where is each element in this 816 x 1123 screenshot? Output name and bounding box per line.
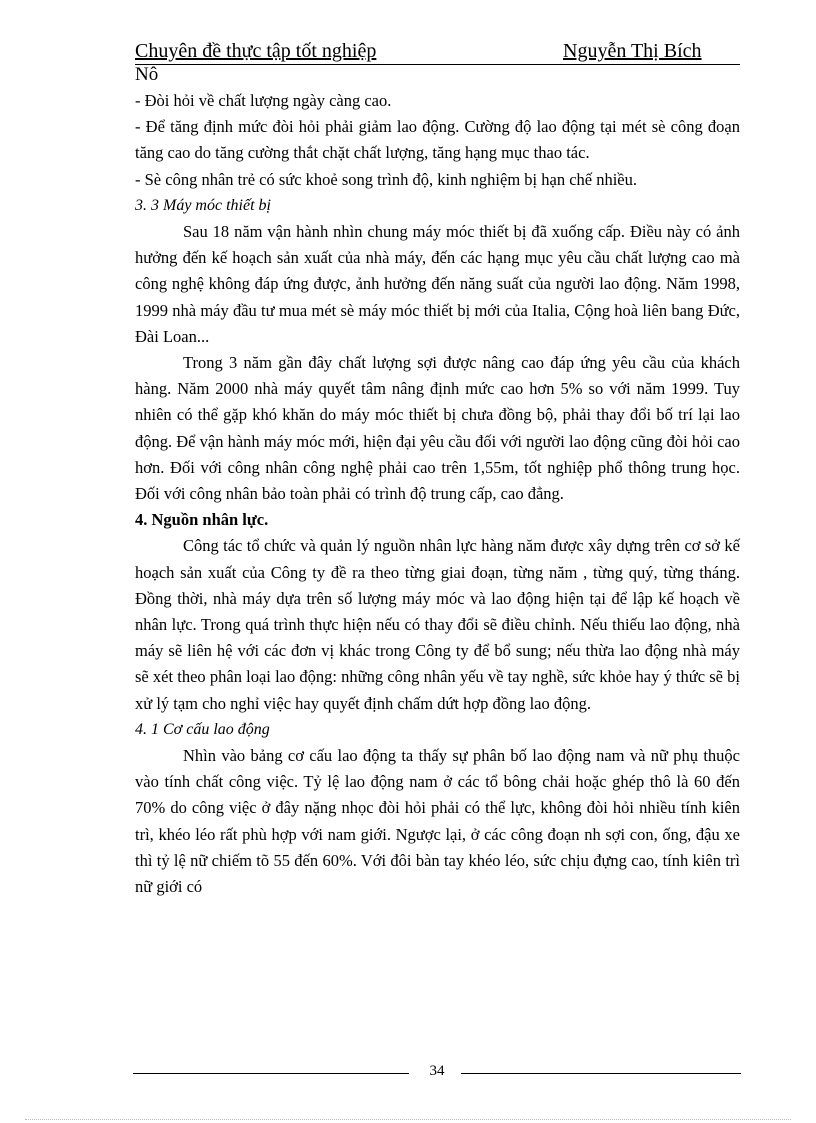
page-bottom-divider bbox=[25, 1119, 791, 1120]
body-content bbox=[135, 88, 740, 900]
page-header bbox=[135, 40, 740, 65]
section-heading: 4. Nguồn nhân lực. bbox=[135, 510, 269, 530]
paragraph: - Đòi hỏi về chất lượng ngày càng cao. bbox=[135, 91, 392, 110]
paragraph: Trong 3 năm gần đây chất lượng sợi được nâng cao đáp ứng yêu cầu của khách hàng. Năm 2000 nhà máy quyết tâm nâng định mức cao hơn 5% so với năm 1999. Tuy nhiên có thể gặp khó khăn do máy móc thiết bị chưa đồng bộ, phải thay đổi bố trí lại lao động. Để vận hành máy móc mới, hiện đại yêu cầu đối với người lao động cũng đòi hỏi cao hơn. Đối với công nhân công nghệ phải cao trên 1,55m, tốt nghiệp phổ thông trung học. Đối với công nhân bảo toàn phải có trình độ trung cấp, cao đẳng. bbox=[135, 353, 740, 504]
page-footer bbox=[133, 1060, 743, 1084]
footer-rule-right bbox=[461, 1073, 741, 1074]
paragraph: Nhìn vào bảng cơ cấu lao động ta thấy sự phân bố lao động nam và nữ phụ thuộc vào tính chất công việc. Tỷ lệ lao động nam ở các tổ bông chải hoặc ghép thô là 60 đến 70% do công việc ở đây nặng nhọc đòi hỏi phải có thể lực, không đòi hỏi nhiều tính kiên trì, khéo léo rất phù hợp với nam giới. Ngược lại, ở các công đoạn nh sợi con, ống, đậu xe thì tỷ lệ nữ chiếm tõ 55 đến 60%. Với đôi bàn tay khéo léo, sức chịu đựng cao, tính kiên trì nữ giới có bbox=[135, 746, 740, 897]
paragraph: Sau 18 năm vận hành nhìn chung máy móc thiết bị đã xuống cấp. Điều này có ảnh hưởng đến kế hoạch sản xuất của nhà máy, đến các hạng mục yêu cầu chất lượng cao mà công nghệ không đáp ứng được, ảnh hưởng đến năng suất của người lao động. Năm 1998, 1999 nhà máy đầu tư mua mét sè máy móc thiết bị mới của Italia, Cộng hoà liên bang Đức, Đài Loan... bbox=[135, 222, 740, 346]
section-heading: 3. 3 Máy móc thiết bị bbox=[135, 196, 271, 214]
header-author: Nguyễn Thị Bích bbox=[563, 40, 702, 62]
section-heading: 4. 1 Cơ cấu lao động bbox=[135, 720, 270, 738]
paragraph: Công tác tổ chức và quản lý nguồn nhân lực hàng năm được xây dựng trên cơ sở kế hoạch sản xuất của Công ty đề ra theo từng giai đoạn, từng năm , từng quý, từng tháng. Đồng thời, nhà máy dựa trên số lượng máy móc và lao động hiện tại để lập kế hoạch về nhân lực. Trong quá trình thực hiện nếu có thay đổi sẽ điều chỉnh. Nếu thiếu lao động, nhà máy sẽ liên hệ với các đơn vị khác trong Công ty để bổ sung; nếu thừa lao động nhà máy sẽ xét theo phân loại lao động: những công nhân yếu về tay nghề, sức khỏe hay ý thức sẽ bị xử lý tạm cho nghỉ việc hay quyết định chấm dứt hợp đồng lao động. bbox=[135, 536, 740, 713]
footer-rule-left bbox=[133, 1073, 409, 1074]
header-author-continuation: Nô bbox=[135, 64, 159, 85]
paragraph: - Sè công nhân trẻ có sức khoẻ song trình độ, kinh nghiệm bị hạn chế nhiều. bbox=[135, 169, 638, 189]
page-number: 34 bbox=[429, 1063, 445, 1079]
header-title: Chuyên đề thực tập tốt nghiệp bbox=[135, 40, 377, 62]
paragraph: - Để tăng định mức đòi hỏi phải giảm lao động. Cường độ lao động tại mét sè công đoạn tăng cao do tăng cường thắt chặt chất lượng, tăng hạng mục thao tác. bbox=[135, 117, 740, 163]
